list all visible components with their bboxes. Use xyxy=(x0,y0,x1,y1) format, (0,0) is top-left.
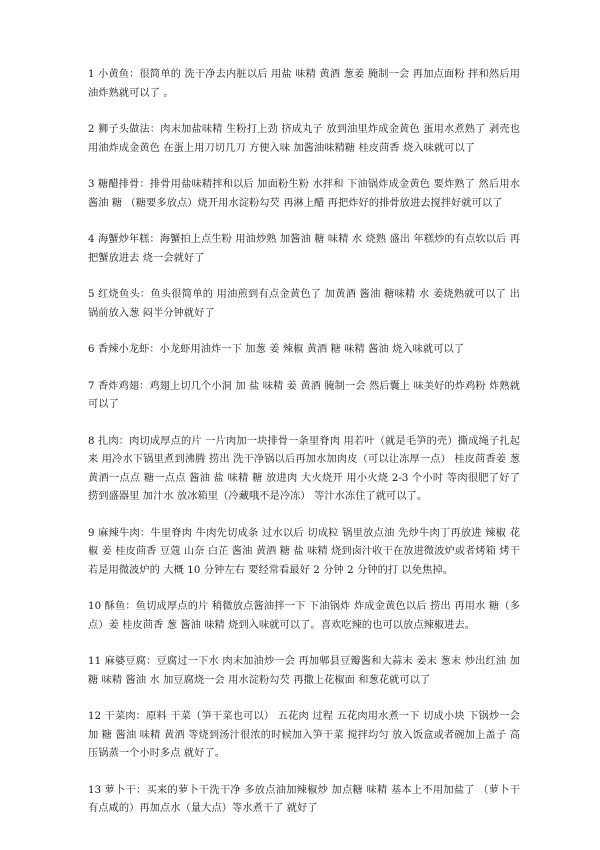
recipe-paragraph-13: 13 萝卜干：买来的萝卜干洗干净 多放点油加辣椒炒 加点糖 味精 基本上不用加盐了 （萝卜干有点咸的）再加点水（量大点）等水煮干了 就好了 xyxy=(88,784,520,814)
recipe-document xyxy=(88,66,520,837)
recipe-paragraph-12: 12 干菜肉：原料 干菜（笋干菜也可以） 五花肉 过程 五花肉用水煮一下 切成小块 下锅炒一会 加 糖 酱油 味精 黄酒 等烧到汤汁很浓的时候加入笋干菜 搅拌均匀 放入饭盒或者碗加上盖子 高压锅蒸一个小时多点 就好了。 xyxy=(88,711,520,759)
recipe-paragraph-02: 2 狮子头做法：肉末加盐味精 生粉打上劲 挤成丸子 放到油里炸成金黄色 蛋用水煮熟了 剥壳也用油炸成金黄色 在蛋上用刀切几刀 方便入味 加酱油味精糖 桂皮茴香 烧入味就可以了 xyxy=(88,124,520,154)
recipe-paragraph-09: 9 麻辣牛肉：牛里脊肉 牛肉先切成条 过水以后 切成粒 锅里放点油 先炒牛肉丁再放进 辣椒 花椒 姜 桂皮茴香 豆蔻 山奈 白芷 酱油 黄酒 糖 盐 味精 烧到卤汁收干在放进微波炉或者烤箱 烤干 若是用微波炉的 大概 10 分钟左右 要经常看最好 2 分钟 2 分钟的打 以免焦掉。 xyxy=(88,527,520,576)
recipe-paragraph-03: 3 糖醋排骨：排骨用盐味精拌和以后 加面粉生粉 水拌和 下油锅炸成金黄色 要炸熟了 然后用水 酱油 糖 （糖要多放点）烧开用水淀粉勾芡 再淋上醋 再把炸好的排骨放进去搅拌好就可以了 xyxy=(88,179,520,209)
recipe-paragraph-05: 5 红烧鱼头：鱼头很简单的 用油煎到有点金黄色了 加黄酒 酱油 糖味精 水 姜烧熟就可以了 出锅前放入葱 闷半分钟就好了 xyxy=(88,289,520,319)
recipe-paragraph-11: 11 麻婆豆腐：豆腐过一下水 肉末加油炒一会 再加郫县豆瓣酱和大蒜末 姜末 葱末 炒出红油 加糖 味精 酱油 水 加豆腐烧一会 用水淀粉勾芡 再撒上花椒面 和葱花就可以了 xyxy=(88,656,520,686)
recipe-paragraph-07: 7 香炸鸡翅：鸡翅上切几个小洞 加 盐 味精 姜 黄酒 腌制一会 然后囊上 味美好的炸鸡粉 炸熟就可以了 xyxy=(88,380,520,410)
recipe-paragraph-04: 4 海蟹炒年糕：海蟹拍上点生粉 用油炒熟 加酱油 糖 味精 水 烧熟 盛出 年糕炒的有点软以后 再把蟹放进去 烧一会就好了 xyxy=(88,234,520,264)
recipe-paragraph-06: 6 香辣小龙虾：小龙虾用油炸一下 加葱 姜 辣椒 黄酒 糖 味精 酱油 烧入味就可以了 xyxy=(88,344,465,355)
recipe-paragraph-10: 10 酥鱼：鱼切成厚点的片 稍微放点酱油拌一下 下油锅炸 炸成金黄色以后 捞出 再用水 糖（多点）姜 桂皮茴香 葱 酱油 味精 烧到入味就可以了。喜欢吃辣的也可以放点辣椒进去。 xyxy=(88,601,520,631)
recipe-paragraph-01: 1 小黄鱼：很简单的 洗干净去内脏以后 用盐 味精 黄酒 葱姜 腌制一会 再加点面粉 拌和然后用油炸熟就可以了 。 xyxy=(88,69,520,99)
recipe-paragraph-08: 8 扎肉：肉切成厚点的片 一片肉加一块排骨一条里脊肉 用若叶（就是毛笋的壳）撕成绳子扎起来 用冷水下锅里煮到沸腾 捞出 洗干净锅以后再加水加肉皮（可以让冻厚一点） 桂皮茴香姜 葱 黄酒一点点 糖一点点 酱油 盐 味精 糖 放进肉 大火烧开 用小火烧 2-3 个小时 等肉很肥了好了 捞到盛器里 加汁水 放冰箱里（冷藏哦不是冷冻） 等汁水冻住了就可以了。 xyxy=(88,435,520,502)
